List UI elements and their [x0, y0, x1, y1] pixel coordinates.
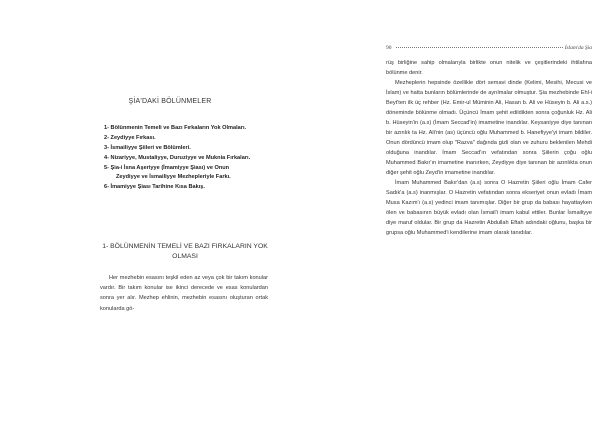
subsection-heading: 1- BÖLÜNMENİN TEMELİ VE BAZI FIRKALARIN YOK OLMASI	[102, 243, 268, 260]
toc-item: 3- İsmailiyye Şiileri ve Bölümleri.	[104, 145, 191, 151]
right-page	[300, 0, 600, 424]
toc-item: 4- Nizariyye, Mustaliyye, Duruziyye ve Muknia Fırkaları.	[104, 155, 251, 161]
body-paragraph: İmam Muhammed Bakır'dan (a.s) sonra O Hazretin Şiileri oğlu İmam Cafer Sadık'a (a.s) inanmışlar. O Hazretin vefatından sonra ekseriyet onun evladı İmam Musa Kazım'ı (a.s) yedinci imam tanımışlar. Diğer bir grup da babası hayattayken ölen ve babasının büyük evladı olan İsmail'i imam kabul ettiler. Bunlar İsmailiyye diye maruf oldular. Bir grup da Hazretin Abdullah Eftah adındaki oğlunu, başka bir grupsa oğlu Muhammed'i kendilerine imam olarak tanıdılar.	[386, 180, 592, 236]
toc-item: 2- Zeydiyye Fırkası.	[104, 135, 156, 141]
toc-item: 5- Şia-i İsna Aşeriyye (İmamiyye Şiası) ve Onun Zeydiyye ve İsmailiyye Mezhepleriyle Farkı.	[104, 165, 231, 180]
toc-item: 6- İmamiyye Şiası Tarihine Kısa Bakış.	[104, 184, 205, 190]
body-paragraph: Her mezhebin esasını teşkil eden az veya çok bir takım konular vardır. Bir takım konular ise ikinci derecede ve esas konulardan sonra yer alır. Mezhep ehlinin, mezhebin esasını oluşturan ortak konularda gö-	[100, 275, 268, 312]
running-header	[386, 45, 592, 51]
page-number: 90	[386, 45, 392, 51]
body-text	[386, 58, 592, 238]
toc-list	[104, 124, 254, 193]
toc-item: 1- Bölünmenin Temeli ve Bazı Fırkaların Yok Olmaları.	[104, 125, 247, 131]
running-title: İslam'da Şia	[564, 45, 592, 51]
body-paragraph: Mezheplerin hepsinde özellikle dört semavi dinde (Kelimi, Mesihi, Mecusi ve İslam) ve hatta bunların bölümlerinde de ayrılmalar olmuştur. Şia mezhebinde Ehl-i Beyt'ten ilk üç rehber (Hz. Emir-ul Müminin Ali, Hasan b. Ali ve Hüseyin b. Ali a.s.) döneminde bölünme olmadı. Üçüncü İmam şehit edildikten sonra çoğunluk Hz. Ali b. Hüseyin'in (a.s) (İmam Seccad'in) imametine inandılar. Keysaniyye diye tanınan bir azınlık ta Hz. Ali'nin (as) üçüncü oğlu Muhammed b. Hanefiyye'yi imam bildiler. Onun dördüncü imam olup "Razva" dağında gizli olan ve zuhuru beklenilen Mehdi olduğuna inandılar. İmam Seccad'ın vefatından sonra Şiilerin çoğu oğlu Muhammed Bakır'ın imametine inanırken, Zeydiyye diye tanınan bir azınlıkta onun diğer şehit oğlu Zeyd'in imametine inandılar.	[386, 80, 592, 176]
body-paragraph: rüş birliğine sahip olmalarıyla birlikte onun nitelik ve çeşitlerindeki ihtilafına bölünme denir.	[386, 60, 592, 76]
leader-dots	[396, 47, 563, 48]
section-heading: ŞİA'DAKİ BÖLÜNMELER	[128, 98, 212, 105]
